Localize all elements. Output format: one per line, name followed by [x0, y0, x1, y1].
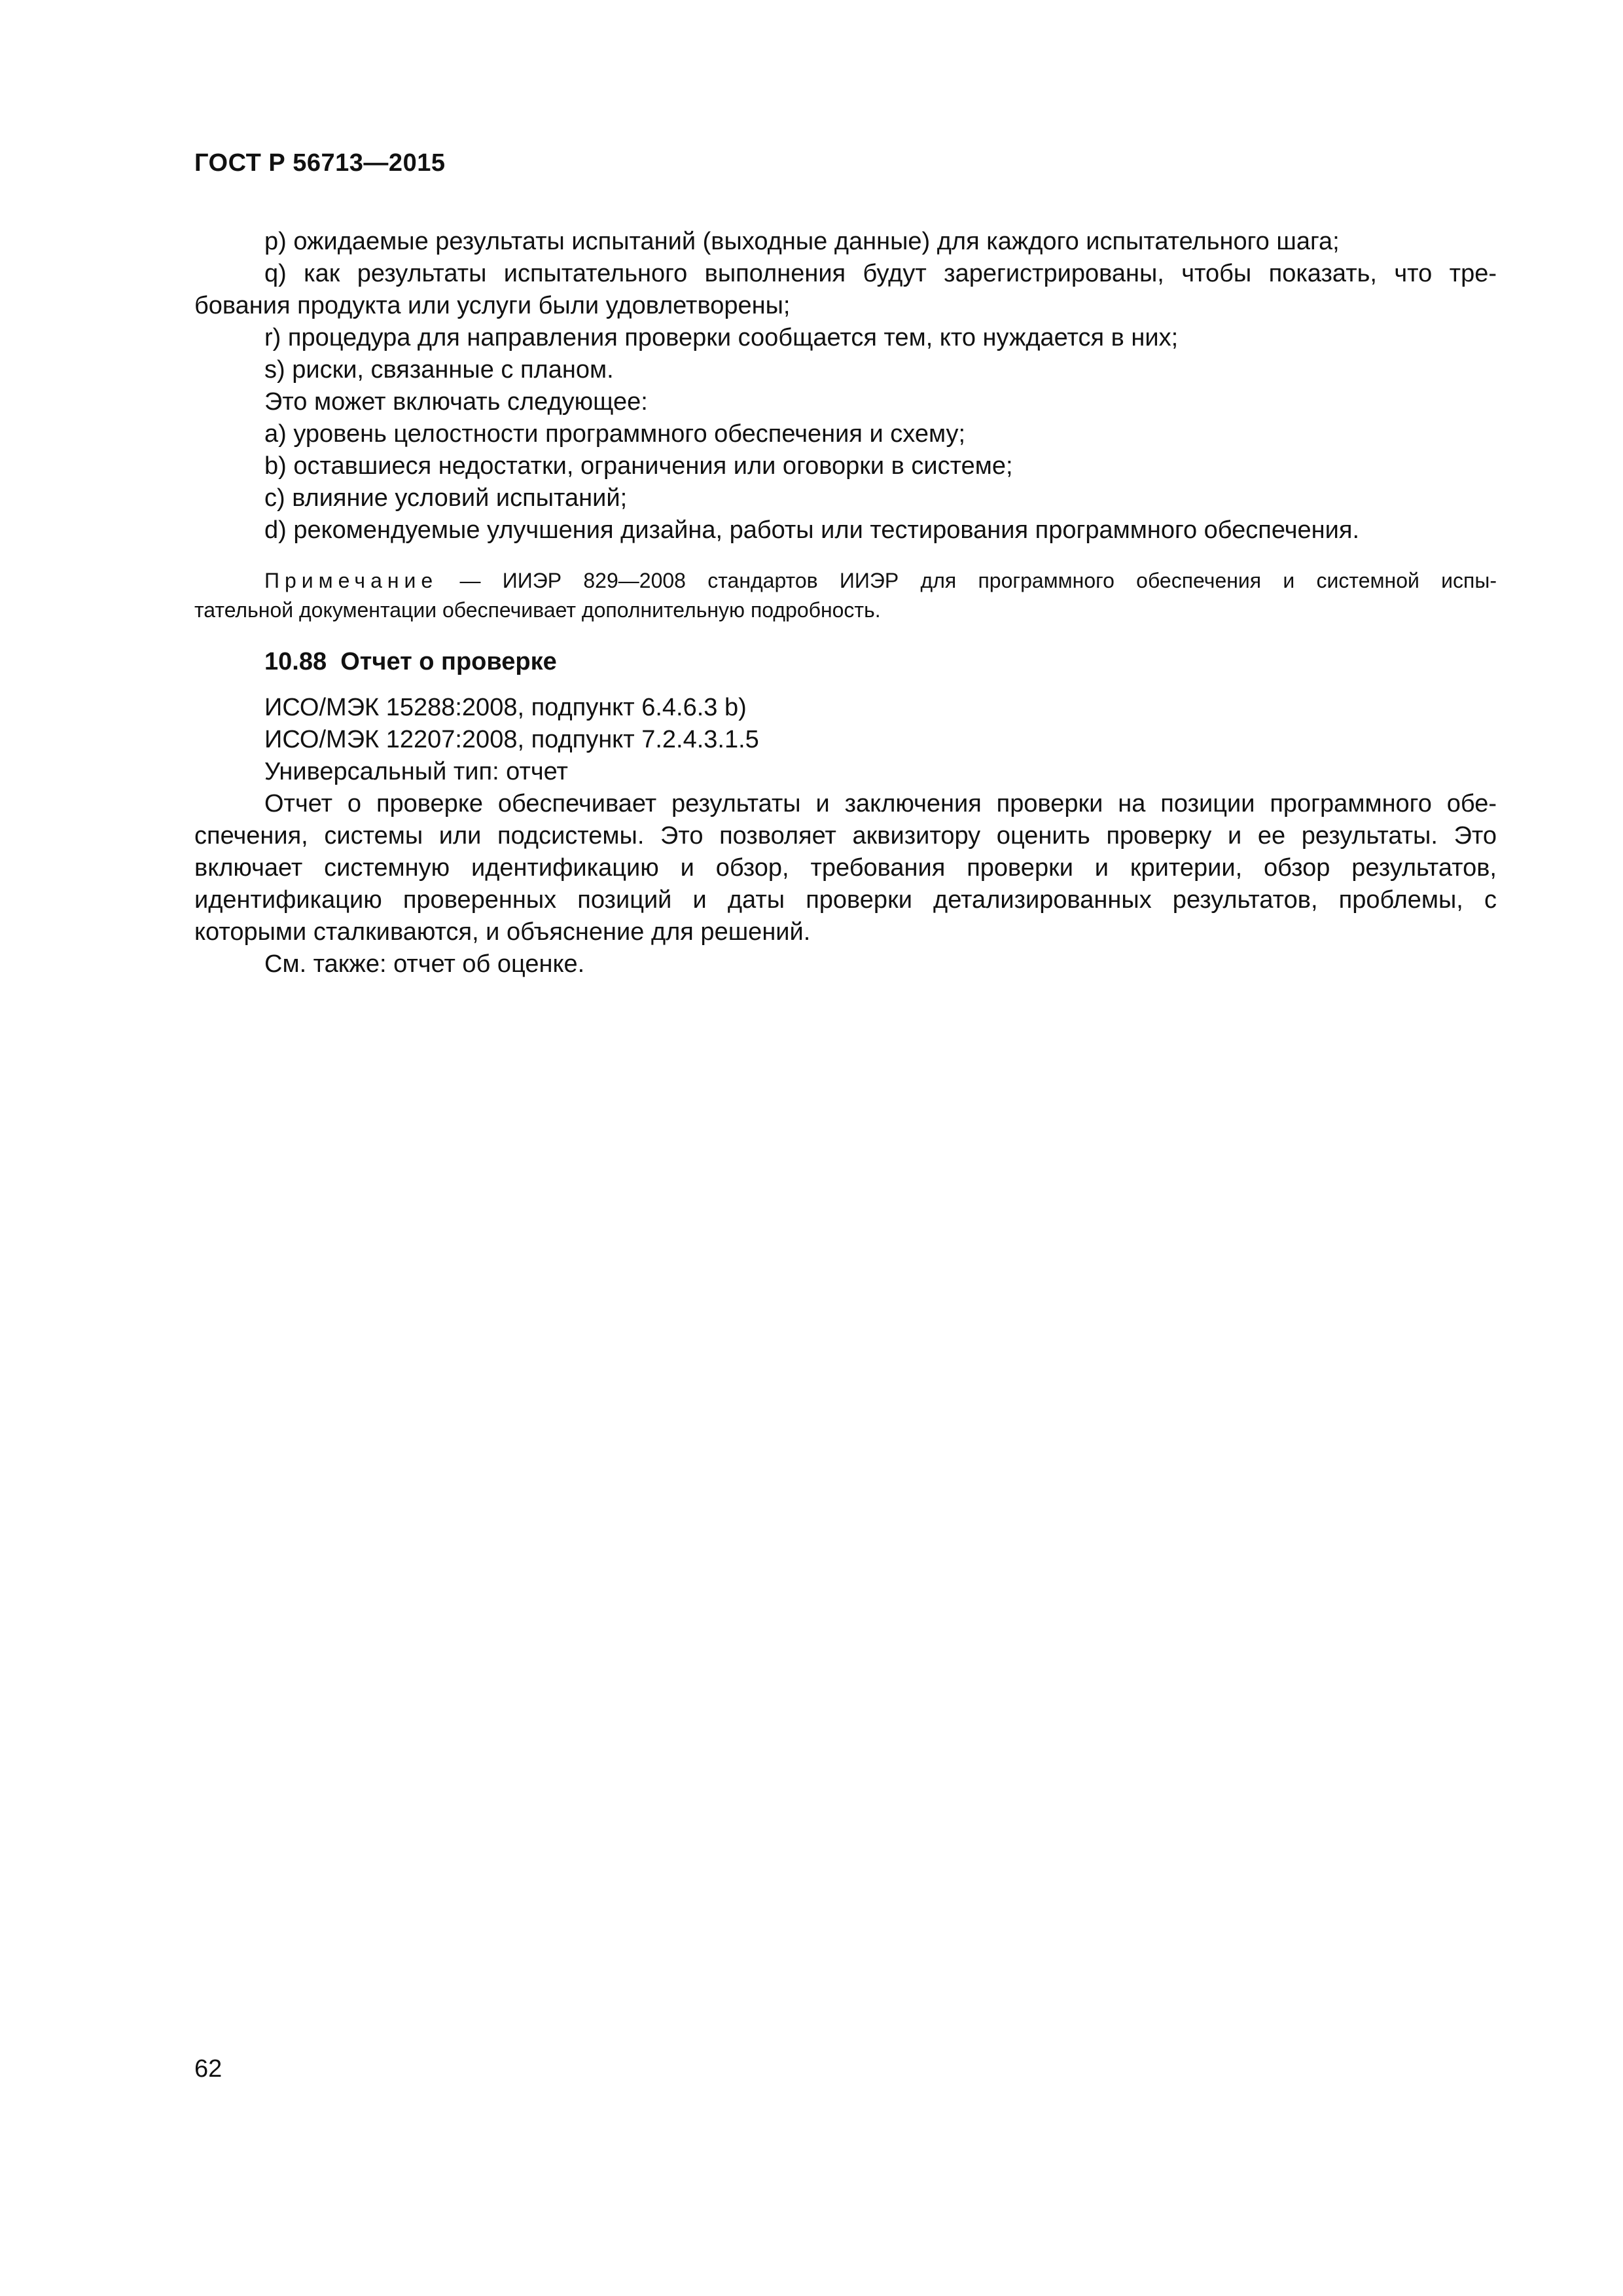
see-also: См. также: отчет об оценке. [264, 950, 585, 978]
list-item-p: p) ожидаемые результаты испытаний (выходные данные) для каждого испытательного шага; [264, 228, 1340, 255]
note-text-1: — ИИЭР 829—2008 стандартов ИИЭР для программного обеспечения и системной испы- [438, 569, 1497, 592]
note [194, 566, 1497, 625]
list-top [194, 226, 1497, 547]
page-number: 62 [194, 2055, 223, 2083]
section-heading [264, 648, 557, 676]
list-item-s: s) риски, связанные с планом. [264, 356, 614, 384]
section-number: 10.88 [264, 648, 327, 675]
note-line-2: тательной документации обеспечивает дополнительную подробность. [194, 598, 881, 622]
section-paragraph-line-5: которыми сталкиваются, и объяснение для решений. [194, 918, 811, 946]
document-header: ГОСТ Р 56713—2015 [194, 149, 446, 177]
list-intro: Это может включать следующее: [264, 388, 648, 416]
section-paragraph-line-4: идентификацию проверенных позиций и даты проверки детализированных результатов, проблемы, с [194, 886, 1497, 914]
list-item-r: r) процедура для направления проверки сообщается тем, кто нуждается в них; [264, 324, 1179, 351]
section-title: Отчет о проверке [340, 648, 557, 675]
section-ref-1: ИСО/МЭК 15288:2008, подпункт 6.4.6.3 b) [264, 694, 747, 721]
section-paragraph-line-2: спечения, системы или подсистемы. Это позволяет аквизитору оценить проверку и ее результаты. Это [194, 822, 1497, 850]
section-paragraph-line-1: Отчет о проверке обеспечивает результаты и заключения проверки на позиции программного обе- [264, 790, 1497, 817]
list-item-q-line1: q) как результаты испытательного выполнения будут зарегистрированы, чтобы показать, что тре- [264, 260, 1497, 287]
section-body [194, 692, 1497, 980]
section-type: Универсальный тип: отчет [264, 758, 568, 785]
list-item-a: a) уровень целостности программного обеспечения и схему; [264, 420, 966, 448]
section-paragraph-line-3: включает системную идентификацию и обзор, требования проверки и критерии, обзор результатов, [194, 854, 1497, 882]
note-label: Примечание [264, 569, 438, 592]
note-line-1 [194, 566, 1497, 596]
list-item-d: d) рекомендуемые улучшения дизайна, работы или тестирования программного обеспечения. [264, 516, 1360, 544]
section-ref-2: ИСО/МЭК 12207:2008, подпункт 7.2.4.3.1.5 [264, 726, 759, 753]
list-item-q-line2: бования продукта или услуги были удовлетворены; [194, 292, 791, 319]
list-item-c: c) влияние условий испытаний; [264, 484, 628, 512]
list-item-b: b) оставшиеся недостатки, ограничения или оговорки в системе; [264, 452, 1013, 480]
